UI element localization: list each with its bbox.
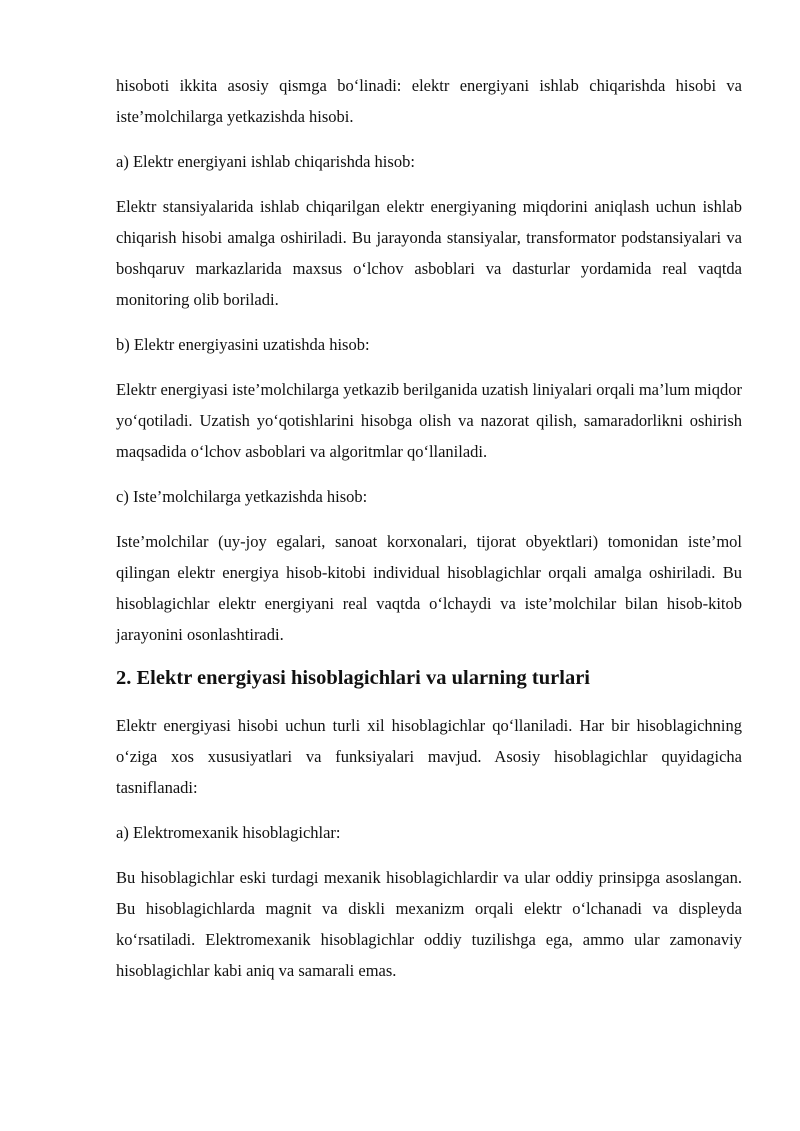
subsection-label-consumers: c) Iste’molchilarga yetkazishda hisob:	[116, 487, 368, 506]
subsection-label-transmission: b) Elektr energiyasini uzatishda hisob:	[116, 335, 370, 354]
paragraph-transmission: Elektr energiyasi iste’molchilarga yetkazib berilganida uzatish liniyalari orqali ma’lum miqdor yo‘qotiladi. Uzatish yo‘qotishlarini hisobga olish va nazorat qilish, samaradorlikni oshirish maqsadida o‘lchov asboblari va algoritmlar qo‘llaniladi.	[116, 380, 742, 461]
section-heading: 2. Elektr energiyasi hisoblagichlari va ularning turlari	[116, 667, 590, 689]
document-page	[116, 70, 742, 1000]
paragraph-electromechanical: Bu hisoblagichlar eski turdagi mexanik hisoblagichlardir va ular oddiy prinsipga asoslangan. Bu hisoblagichlarda magnit va diskli mexanizm orqali elektr o‘lchanadi va displeyda ko‘rsatiladi. Elektromexanik hisoblagichlar oddiy tuzilishga ega, ammo ular zamonaviy hisoblagichlar kabi aniq va samarali emas.	[116, 868, 742, 980]
paragraph-meter-types: Elektr energiyasi hisobi uchun turli xil hisoblagichlar qo‘llaniladi. Har bir hisoblagichning o‘ziga xos xususiyatlari va funksiyalari mavjud. Asosiy hisoblagichlar quyidagicha tasniflanadi:	[116, 716, 742, 797]
paragraph-intro: hisoboti ikkita asosiy qismga bo‘linadi: elektr energiyani ishlab chiqarishda hisobi va iste’molchilarga yetkazishda hisobi.	[116, 76, 742, 126]
subsection-label-production: a) Elektr energiyani ishlab chiqarishda hisob:	[116, 152, 415, 171]
paragraph-production: Elektr stansiyalarida ishlab chiqarilgan elektr energiyaning miqdorini aniqlash uchun ishlab chiqarish hisobi amalga oshiriladi. Bu jarayonda stansiyalar, transformator podstansiyalari va boshqaruv markazlarida maxsus o‘lchov asboblari va dasturlar yordamida real vaqtda monitoring olib boriladi.	[116, 197, 742, 309]
subsection-label-electromechanical: a) Elektromexanik hisoblagichlar:	[116, 823, 341, 842]
paragraph-consumers: Iste’molchilar (uy-joy egalari, sanoat korxonalari, tijorat obyektlari) tomonidan iste’mol qilingan elektr energiya hisob-kitobi individual hisoblagichlar orqali amalga oshiriladi. Bu hisoblagichlar elektr energiyani real vaqtda o‘lchaydi va iste’molchilar bilan hisob-kitob jarayonini osonlashtiradi.	[116, 532, 742, 644]
